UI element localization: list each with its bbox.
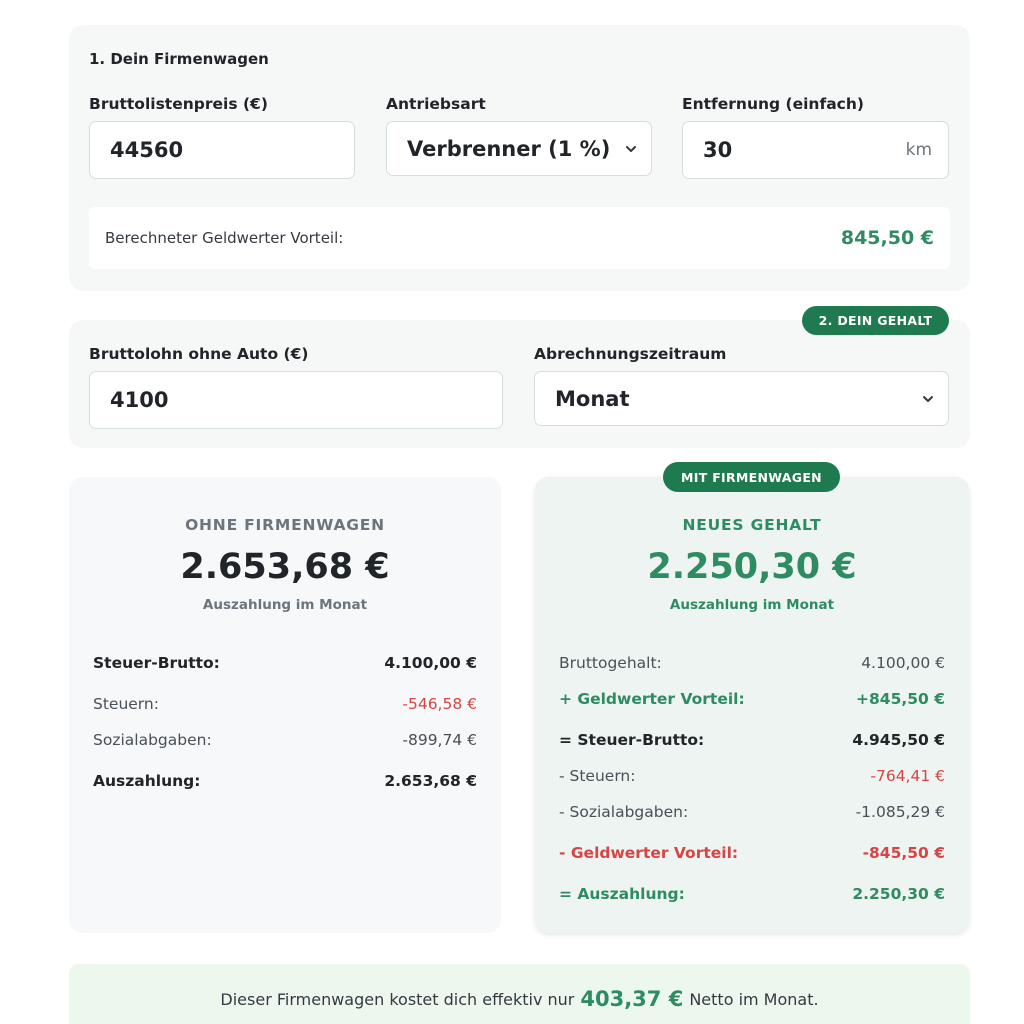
without-car-title: OHNE FIRMENWAGEN — [185, 516, 385, 534]
row-label: = Auszahlung: — [559, 885, 685, 903]
drive-type-value: Verbrenner (1 %) — [407, 136, 611, 161]
with-row-gross-salary — [559, 654, 945, 672]
row-value: -845,50 € — [862, 844, 945, 862]
drive-type-label: Antriebsart — [386, 95, 486, 113]
row-label: - Geldwerter Vorteil: — [559, 844, 739, 862]
with-row-taxes — [559, 767, 945, 785]
drive-type-select[interactable] — [386, 121, 652, 176]
row-label: Bruttogehalt: — [559, 654, 662, 672]
benefit-label: Berechneter Geldwerter Vorteil: — [105, 229, 344, 247]
with-row-payout — [559, 885, 945, 903]
distance-label: Entfernung (einfach) — [682, 95, 864, 113]
row-value: -764,41 € — [870, 767, 945, 785]
row-label: Steuer-Brutto: — [93, 654, 220, 672]
with-car-badge: MIT FIRMENWAGEN — [663, 462, 840, 492]
row-value: +845,50 € — [856, 690, 945, 708]
with-car-title: NEUES GEHALT — [682, 516, 822, 534]
salary-section-badge: 2. DEIN GEHALT — [802, 306, 949, 335]
distance-value: 30 — [703, 138, 733, 162]
chevron-down-icon — [920, 391, 936, 407]
gross-salary-input[interactable] — [89, 371, 503, 429]
billing-period-value: Monat — [555, 386, 630, 411]
result-without-car-panel — [69, 477, 501, 933]
effective-cost-summary — [69, 964, 970, 1024]
benefit-value: 845,50 € — [840, 227, 934, 249]
row-label: + Geldwerter Vorteil: — [559, 690, 745, 708]
row-label: = Steuer-Brutto: — [559, 731, 705, 749]
list-price-input[interactable] — [89, 121, 355, 179]
company-car-card — [69, 25, 970, 291]
without-row-tax-gross — [93, 654, 477, 672]
section-heading-company-car: 1. Dein Firmenwagen — [89, 50, 269, 68]
billing-period-label: Abrechnungszeitraum — [534, 345, 727, 363]
without-car-amount: 2.653,68 € — [180, 547, 390, 587]
chevron-down-icon — [623, 141, 639, 157]
row-value: 4.100,00 € — [861, 654, 945, 672]
row-value: 4.100,00 € — [384, 654, 477, 672]
row-value: 2.653,68 € — [384, 772, 477, 790]
gross-salary-value: 4100 — [110, 388, 169, 412]
list-price-value: 44560 — [110, 138, 184, 162]
result-with-car-panel — [535, 477, 969, 933]
without-car-subtitle: Auszahlung im Monat — [202, 597, 368, 613]
without-row-social — [93, 731, 477, 749]
without-row-taxes — [93, 695, 477, 713]
row-value: 4.945,50 € — [852, 731, 945, 749]
distance-unit: km — [905, 140, 932, 160]
row-label: Sozialabgaben: — [93, 731, 212, 749]
with-car-amount: 2.250,30 € — [647, 547, 857, 587]
with-row-tax-gross — [559, 731, 945, 749]
with-row-benefit-subtract — [559, 844, 945, 862]
row-label: Steuern: — [93, 695, 159, 713]
gross-salary-label: Bruttolohn ohne Auto (€) — [89, 345, 309, 363]
row-label: Auszahlung: — [93, 772, 201, 790]
without-row-payout — [93, 772, 477, 790]
with-row-social — [559, 803, 945, 821]
distance-input[interactable] — [682, 121, 949, 179]
with-car-subtitle: Auszahlung im Monat — [669, 597, 835, 613]
salary-card — [69, 320, 970, 448]
row-value: -1.085,29 € — [855, 803, 945, 821]
list-price-label: Bruttolistenpreis (€) — [89, 95, 268, 113]
row-value: -899,74 € — [402, 731, 477, 749]
row-label: - Steuern: — [559, 767, 636, 785]
row-value: -546,58 € — [402, 695, 477, 713]
row-value: 2.250,30 € — [852, 885, 945, 903]
row-label: - Sozialabgaben: — [559, 803, 689, 821]
summary-prefix: Dieser Firmenwagen kostet dich effektiv nur — [220, 989, 575, 1009]
benefit-summary — [89, 207, 950, 269]
summary-amount: 403,37 € — [580, 987, 684, 1011]
summary-suffix: Netto im Monat. — [689, 989, 819, 1009]
with-row-benefit-add — [559, 690, 945, 708]
billing-period-select[interactable] — [534, 371, 949, 426]
